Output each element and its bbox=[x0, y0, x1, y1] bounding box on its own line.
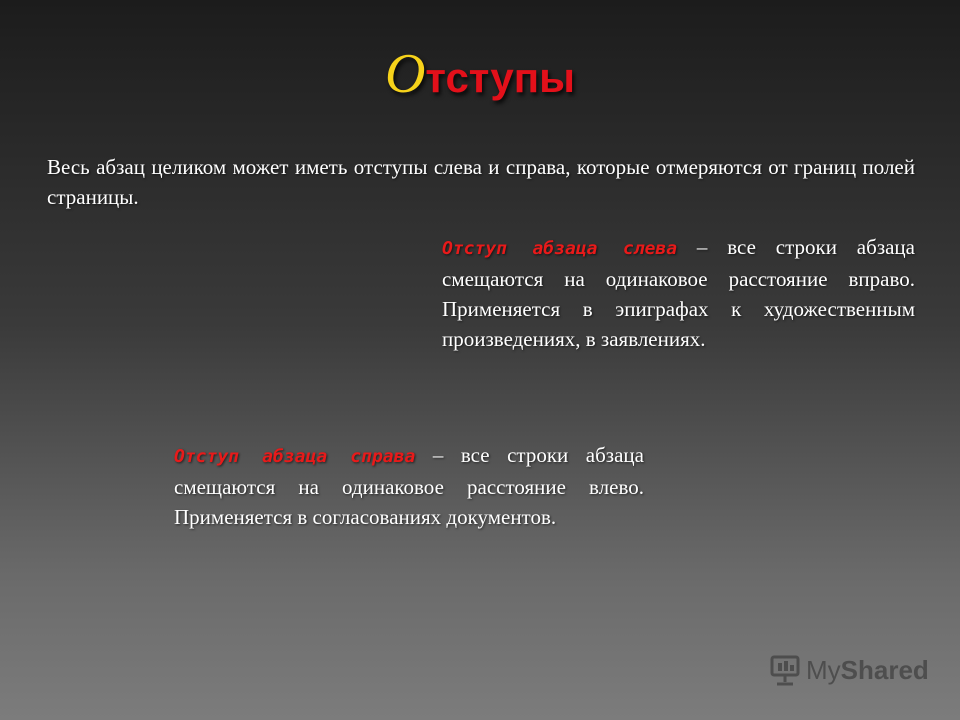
right-indent-term: Отступ абзаца справа bbox=[174, 446, 416, 467]
intro-paragraph: Весь абзац целиком может иметь отступы слева и справа, которые отмеряются от границ полей страницы. bbox=[47, 155, 915, 209]
myshared-watermark bbox=[770, 654, 929, 686]
slide-title bbox=[0, 42, 960, 106]
right-indent-description: – все строки абзаца смещаются на одинаковое расстояние влево. Применяется в согласованиях документов. bbox=[174, 443, 644, 529]
right-indent-paragraph bbox=[174, 440, 644, 532]
left-indent-paragraph bbox=[442, 232, 915, 354]
watermark-my: My bbox=[806, 654, 841, 685]
presentation-board-icon bbox=[770, 654, 800, 686]
left-indent-description: – все строки абзаца смещаются на одинаковое расстояние вправо. Применяется в эпиграфах к художественным произведениях, в заявлениях. bbox=[442, 235, 915, 351]
title-rest: тступы bbox=[425, 54, 576, 101]
watermark-shared: Shared bbox=[840, 654, 929, 685]
left-indent-term: Отступ абзаца слева bbox=[442, 238, 678, 259]
title-first-letter: О bbox=[384, 43, 426, 105]
watermark-text bbox=[806, 655, 929, 686]
